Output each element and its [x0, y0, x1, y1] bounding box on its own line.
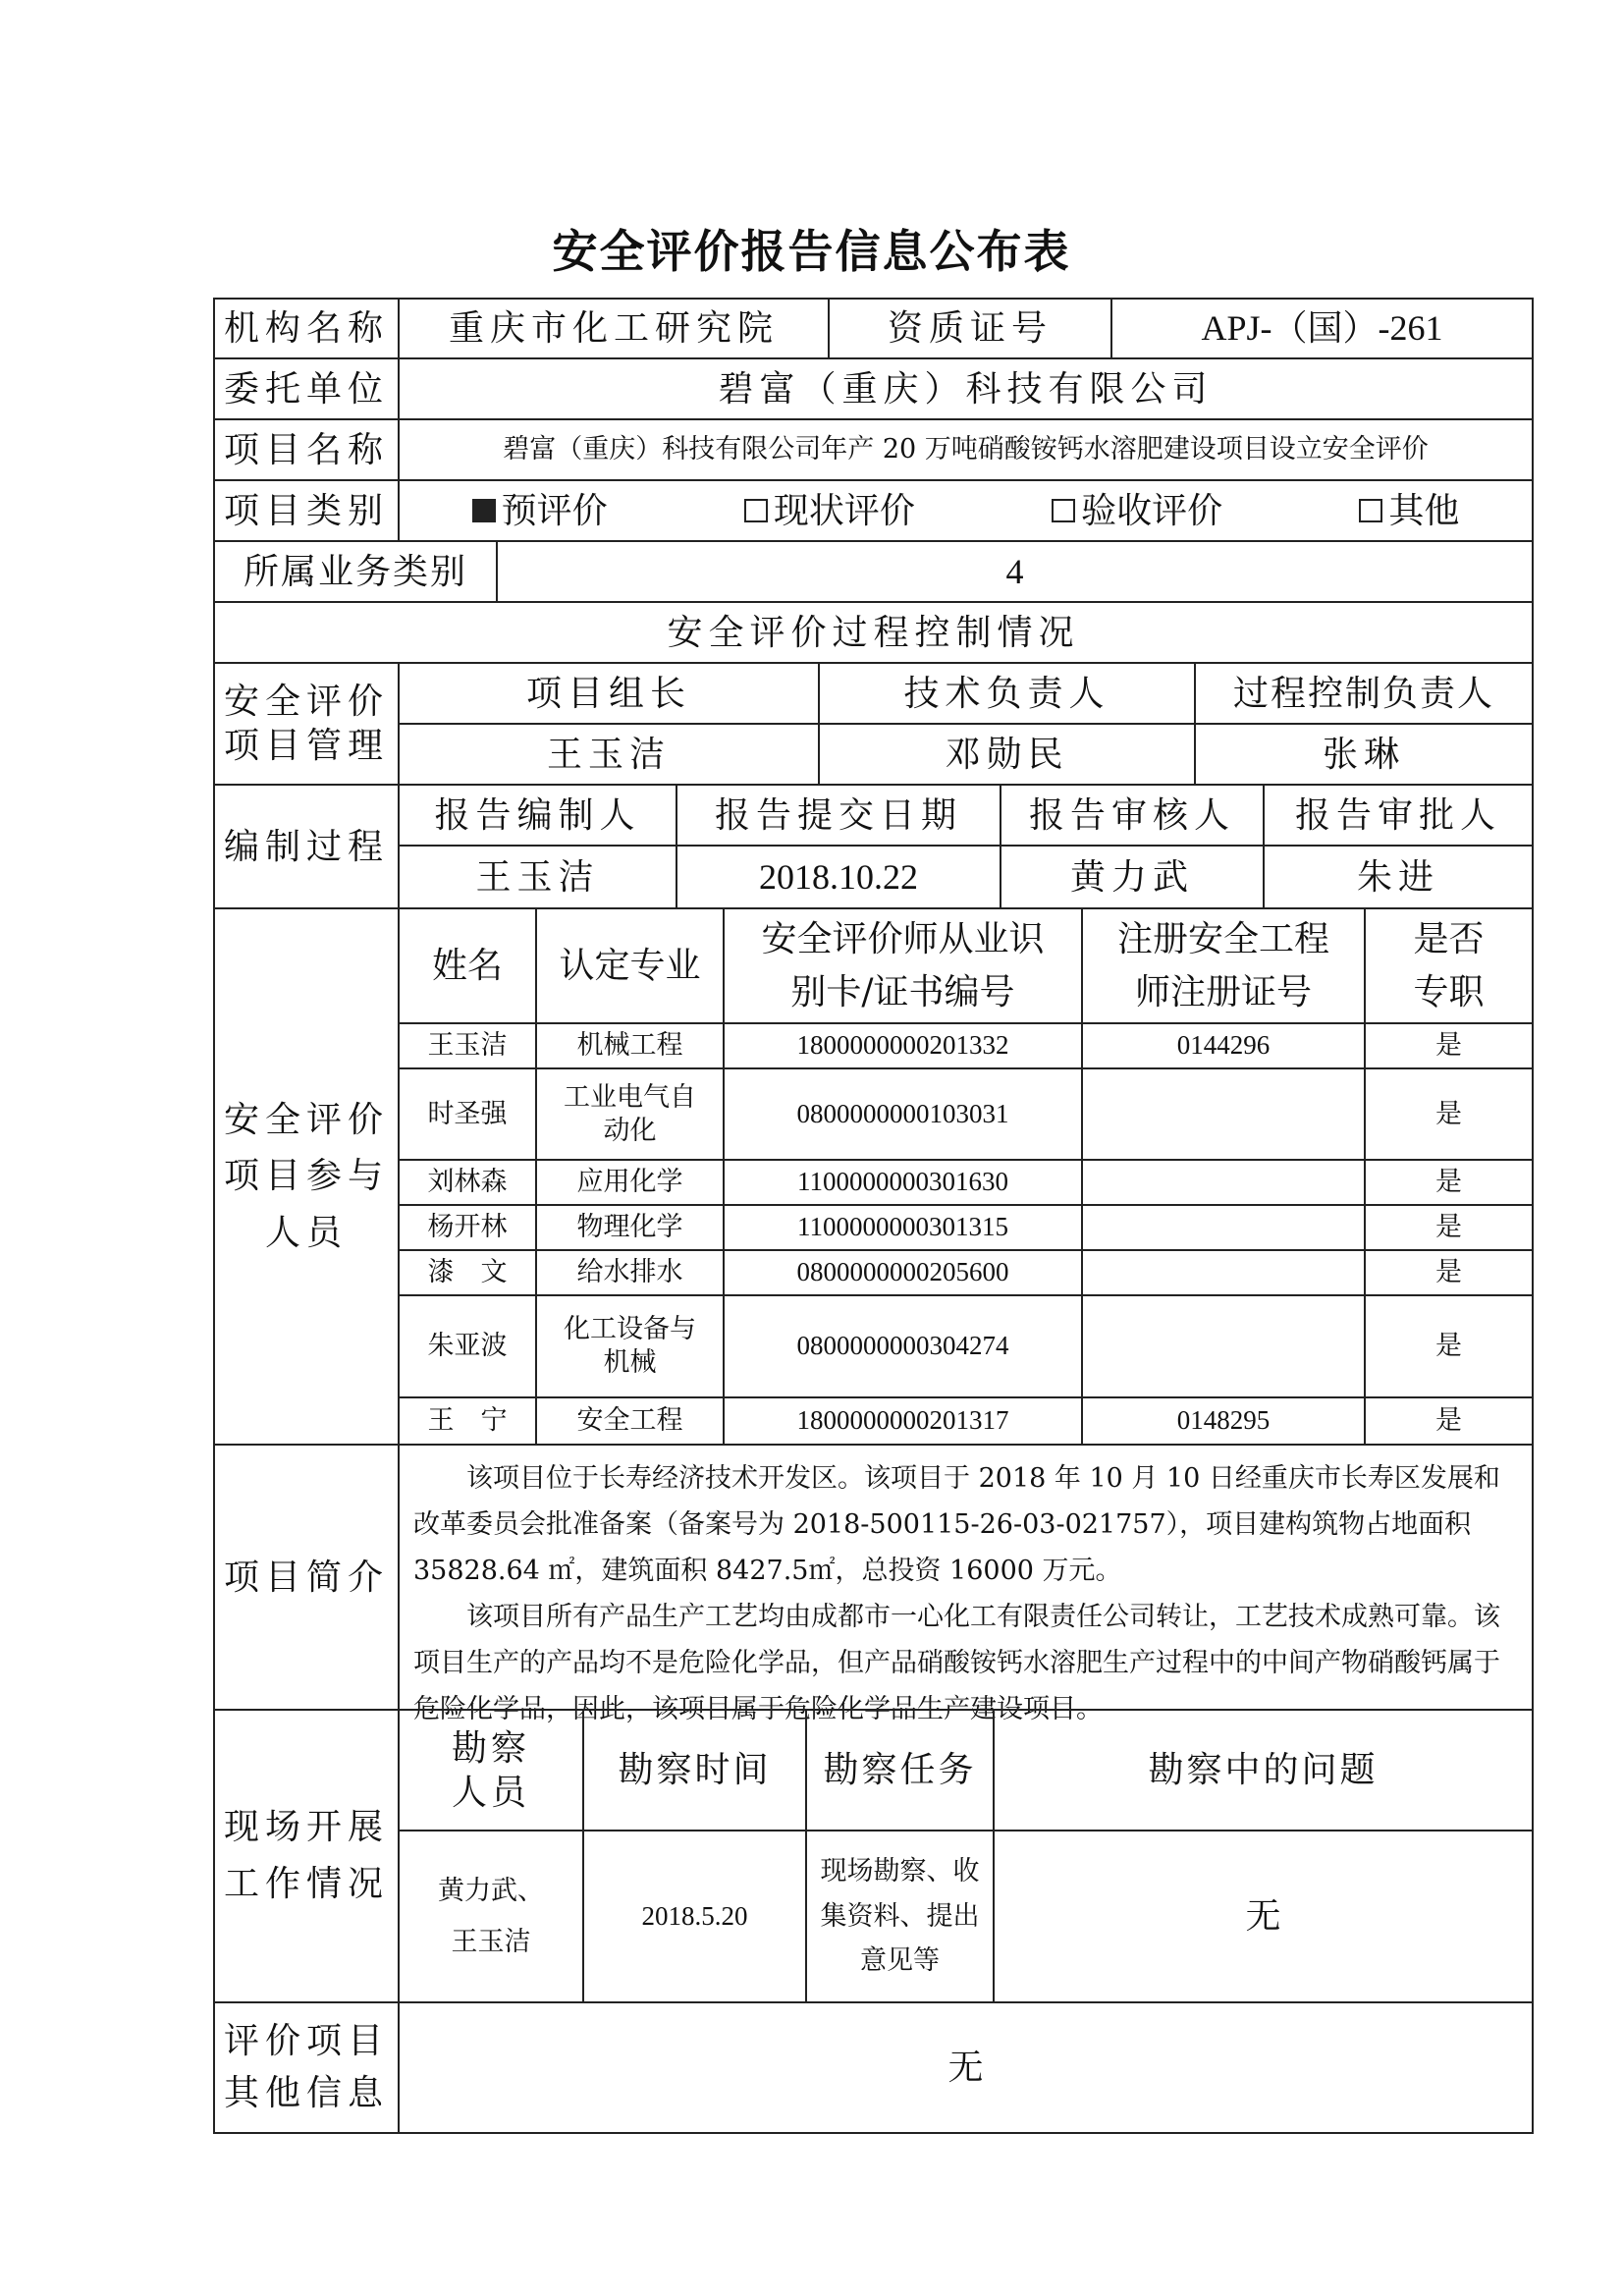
participant-name: 王玉洁 — [398, 1022, 537, 1069]
site-people: 黄力武、王玉洁 — [398, 1830, 584, 2003]
summary-text — [398, 1444, 1534, 1724]
participant-name: 朱亚波 — [398, 1294, 537, 1398]
site-header-time: 勘察时间 — [582, 1709, 807, 1831]
label-project-type: 项目类别 — [213, 479, 400, 542]
label-qual-no: 资质证号 — [828, 298, 1112, 359]
participants-header-major: 认定专业 — [535, 907, 725, 1024]
site-issues: 无 — [993, 1830, 1534, 2003]
participant-major: 机械工程 — [535, 1022, 725, 1069]
participants-header-card — [723, 907, 1083, 1024]
site-header-task: 勘察任务 — [805, 1709, 995, 1831]
compile-header-author: 报告编制人 — [398, 784, 677, 847]
checkbox-empty-icon — [1359, 499, 1382, 522]
compile-header-approver: 报告审批人 — [1263, 784, 1534, 847]
label-other-line2: 其他信息 — [223, 2072, 389, 2113]
participant-major: 安全工程 — [535, 1396, 725, 1446]
compile-header-date: 报告提交日期 — [676, 784, 1001, 847]
summary-paragraph: 该项目位于长寿经济技术开发区。该项目于 2018 年 10 月 10 日经重庆市长寿区发展和改革委员会批准备案（备案号为 2018-500115-26-03-021757），项目建构筑物占地面积 35828.64 ㎡，建筑面积 8427.5㎡，总投资 16000 万元。 — [413, 1463, 1500, 1586]
participant-name: 杨开林 — [398, 1204, 537, 1251]
label-participants-line3: 人员 — [264, 1212, 348, 1253]
qual-no: APJ-（国）-261 — [1110, 298, 1534, 359]
participant-reg — [1081, 1294, 1366, 1398]
participant-fulltime: 是 — [1364, 1022, 1534, 1069]
participant-reg: 0144296 — [1081, 1022, 1366, 1069]
label-summary: 项目简介 — [213, 1444, 400, 1711]
label-site-work — [213, 1709, 400, 2003]
compile-value-reviewer: 黄力武 — [1000, 845, 1265, 909]
label-site-line1: 现场开展 — [223, 1807, 389, 1848]
participants-header-reg-line1: 注册安全工程 — [1116, 918, 1329, 959]
participant-reg — [1081, 1204, 1366, 1251]
site-header-issues: 勘察中的问题 — [993, 1709, 1534, 1831]
type-label: 其他 — [1388, 490, 1460, 531]
label-other-line1: 评价项目 — [223, 2021, 389, 2062]
participant-reg — [1081, 1067, 1366, 1161]
participant-card: 1100000000301315 — [723, 1204, 1083, 1251]
participants-header-fulltime — [1364, 907, 1534, 1024]
participant-card: 0800000000304274 — [723, 1294, 1083, 1398]
participants-header-reg — [1081, 907, 1366, 1024]
label-org-name: 机构名称 — [213, 298, 400, 359]
label-participants-line1: 安全评价 — [223, 1099, 389, 1140]
mgmt-value-tech: 邓勋民 — [818, 723, 1196, 786]
info-table — [213, 298, 1534, 2134]
site-task: 现场勘察、收集资料、提出意见等 — [805, 1830, 995, 2003]
mgmt-value-process: 张琳 — [1194, 723, 1534, 786]
org-name: 重庆市化工研究院 — [398, 298, 830, 359]
participant-reg — [1081, 1159, 1366, 1206]
participant-major: 化工设备与机械 — [535, 1294, 725, 1398]
checkbox-empty-icon — [1052, 499, 1075, 522]
label-management-line2: 项目管理 — [223, 726, 389, 766]
mgmt-header-tech: 技术负责人 — [818, 662, 1196, 725]
participant-card: 1800000000201332 — [723, 1022, 1083, 1069]
site-time: 2018.5.20 — [582, 1830, 807, 2003]
type-label: 预评价 — [501, 490, 608, 531]
other-info: 无 — [398, 2001, 1534, 2134]
label-business-type: 所属业务类别 — [213, 540, 498, 603]
participant-name: 时圣强 — [398, 1067, 537, 1161]
compile-value-approver: 朱进 — [1263, 845, 1534, 909]
label-project-name: 项目名称 — [213, 418, 400, 481]
participant-card: 0800000000103031 — [723, 1067, 1083, 1161]
label-participants-line2: 项目参与 — [223, 1156, 389, 1197]
participant-fulltime: 是 — [1364, 1396, 1534, 1446]
participant-name: 漆 文 — [398, 1249, 537, 1296]
participant-major: 物理化学 — [535, 1204, 725, 1251]
project-type-options — [398, 479, 1534, 542]
page-title: 安全评价报告信息公布表 — [552, 225, 1071, 278]
label-client: 委托单位 — [213, 357, 400, 420]
participant-fulltime: 是 — [1364, 1159, 1534, 1206]
type-option-acceptance — [1052, 489, 1222, 533]
type-label: 验收评价 — [1081, 490, 1223, 531]
client: 碧富（重庆）科技有限公司 — [398, 357, 1534, 420]
participant-fulltime: 是 — [1364, 1294, 1534, 1398]
participant-fulltime: 是 — [1364, 1249, 1534, 1296]
type-option-pre — [472, 489, 608, 533]
label-compile: 编制过程 — [213, 784, 400, 909]
process-header: 安全评价过程控制情况 — [213, 601, 1534, 664]
participants-header-ft-line2: 专职 — [1413, 971, 1485, 1012]
checkbox-empty-icon — [744, 499, 768, 522]
summary-paragraph: 该项目所有产品生产工艺均由成都市一心化工有限责任公司转让，工艺技术成熟可靠。该项目生产的产品均不是危险化学品，但产品硝酸铵钙水溶肥生产过程中的中间产物硝酸钙属于危险化学品，因此，该项目属于危险化学品生产建设项目。 — [413, 1602, 1500, 1724]
participant-card: 0800000000205600 — [723, 1249, 1083, 1296]
label-site-line2: 工作情况 — [223, 1864, 389, 1904]
label-management — [213, 662, 400, 786]
mgmt-value-leader: 王玉洁 — [398, 723, 820, 786]
site-header-people: 勘察人员 — [398, 1709, 584, 1831]
compile-value-date: 2018.10.22 — [676, 845, 1001, 909]
compile-header-reviewer: 报告审核人 — [1000, 784, 1265, 847]
participant-reg: 0148295 — [1081, 1396, 1366, 1446]
participant-card: 1100000000301630 — [723, 1159, 1083, 1206]
type-label: 现状评价 — [773, 490, 915, 531]
participants-header-reg-line2: 师注册证号 — [1134, 971, 1312, 1012]
label-other-info — [213, 2001, 400, 2134]
label-participants — [213, 907, 400, 1446]
participant-major: 应用化学 — [535, 1159, 725, 1206]
participants-header-ft-line1: 是否 — [1413, 918, 1485, 959]
type-option-status — [744, 489, 915, 533]
checkbox-checked-icon — [472, 499, 496, 522]
participant-fulltime: 是 — [1364, 1204, 1534, 1251]
participant-name: 王 宁 — [398, 1396, 537, 1446]
mgmt-header-process: 过程控制负责人 — [1194, 662, 1534, 725]
type-option-other — [1359, 489, 1459, 533]
participant-reg — [1081, 1249, 1366, 1296]
participants-header-card-line1: 安全评价师从业识 — [761, 918, 1045, 959]
participant-fulltime: 是 — [1364, 1067, 1534, 1161]
mgmt-header-leader: 项目组长 — [398, 662, 820, 725]
project-name: 碧富（重庆）科技有限公司年产 20 万吨硝酸铵钙水溶肥建设项目设立安全评价 — [398, 418, 1534, 481]
participant-card: 1800000000201317 — [723, 1396, 1083, 1446]
participant-name: 刘林森 — [398, 1159, 537, 1206]
label-management-line1: 安全评价 — [223, 682, 389, 722]
participants-header-name: 姓名 — [398, 907, 537, 1024]
business-type: 4 — [496, 540, 1534, 603]
participant-major: 给水排水 — [535, 1249, 725, 1296]
participant-major: 工业电气自动化 — [535, 1067, 725, 1161]
compile-value-author: 王玉洁 — [398, 845, 677, 909]
participants-header-card-line2: 别卡/证书编号 — [790, 971, 1015, 1012]
